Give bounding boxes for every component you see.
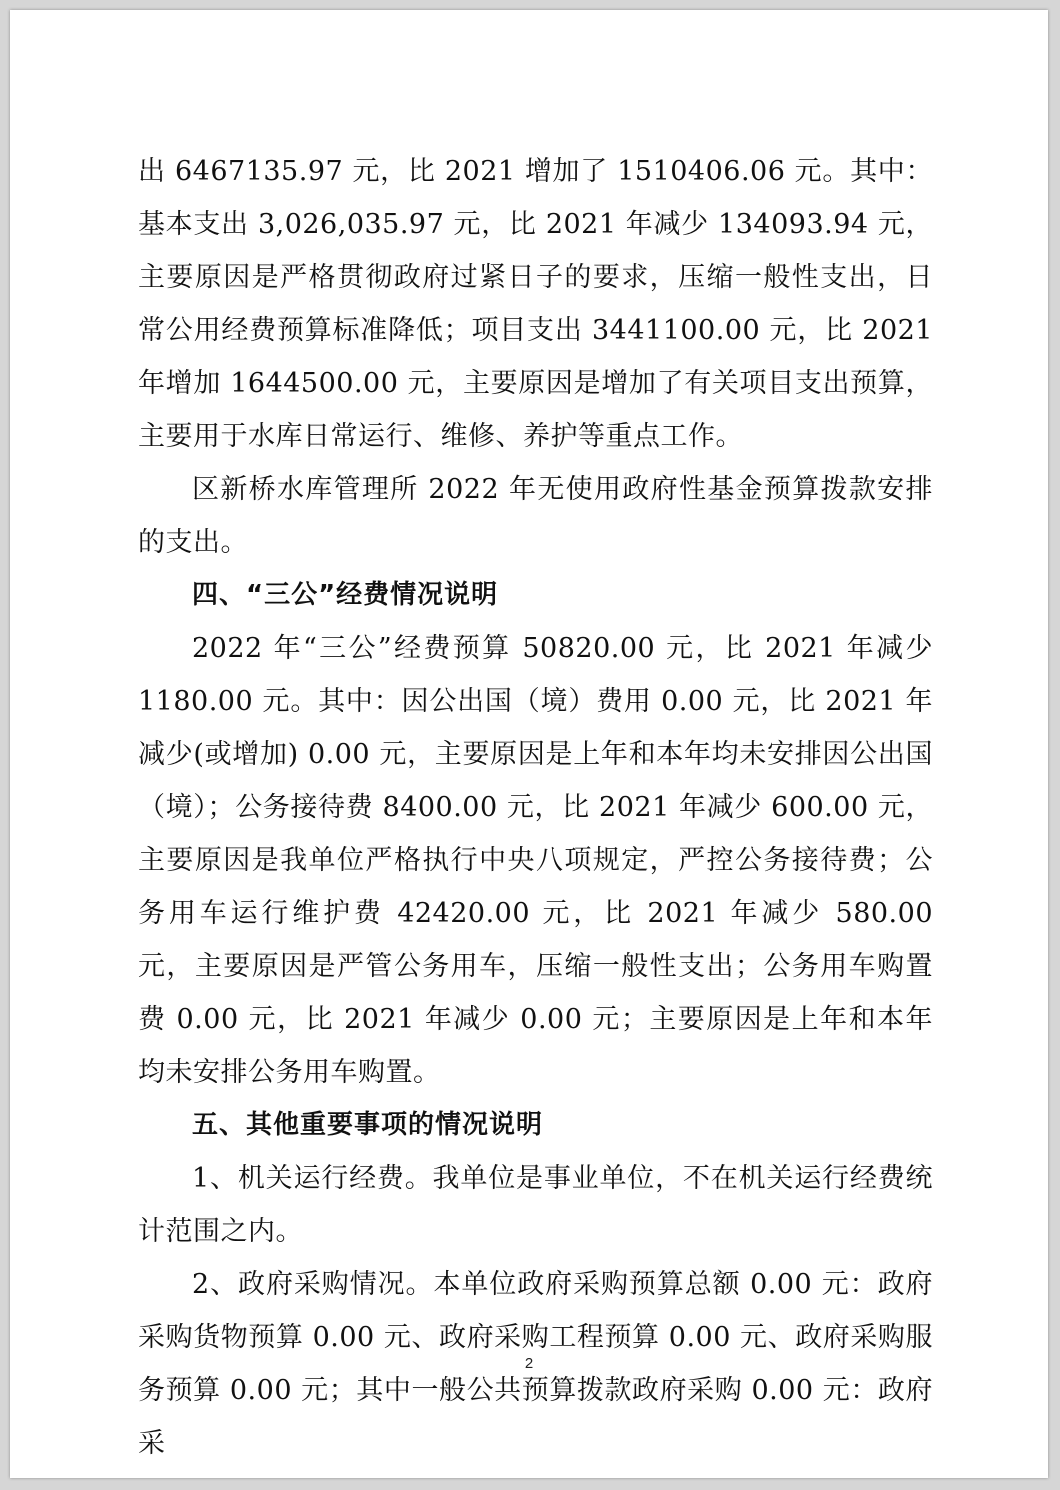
paragraph-government-fund: 区新桥水库管理所 2022 年无使用政府性基金预算拨款安排的支出。: [138, 474, 933, 558]
page-number: 2: [524, 1355, 534, 1372]
paragraph-government-procurement: 2、政府采购情况。本单位政府采购预算总额 0.00 元：政府采购货物预算 0.00 元、政府采购工程预算 0.00 元、政府采购服务预算 0.00 元；其中一般公共预算拨款政府采购 0.00 元：政府采: [138, 1269, 933, 1459]
section-heading-other-matters: 五、其他重要事项的情况说明: [192, 1110, 544, 1140]
paragraph-operating-expenses: 1、机关运行经费。我单位是事业单位，不在机关运行经费统计范围之内。: [138, 1163, 933, 1247]
section-heading-three-public-expenses: 四、“三公”经费情况说明: [192, 580, 499, 610]
page-content: [138, 145, 933, 1470]
document-page: [10, 10, 1048, 1478]
paragraph-basic-expenditure: 出 6467135.97 元，比 2021 增加了 1510406.06 元。其中：基本支出 3,026,035.97 元，比 2021 年减少 134093.94 元，主要原因是严格贯彻政府过紧日子的要求，压缩一般性支出，日常公用经费预算标准降低；项目支出 3441100.00 元，比 2021 年增加 1644500.00 元，主要原因是增加了有关项目支出预算，主要用于水库日常运行、维修、养护等重点工作。: [138, 156, 933, 452]
paragraph-three-public-expenses: 2022 年“三公”经费预算 50820.00 元，比 2021 年减少 1180.00 元。其中：因公出国（境）费用 0.00 元，比 2021 年减少(或增加) 0.00 元，主要原因是上年和本年均未安排因公出国（境）；公务接待费 8400.00 元，比 2021 年减少 600.00 元，主要原因是我单位严格执行中央八项规定，严控公务接待费；公务用车运行维护费 42420.00 元，比 2021 年减少 580.00 元，主要原因是严管公务用车，压缩一般性支出；公务用车购置费 0.00 元，比 2021 年减少 0.00 元；主要原因是上年和本年均未安排公务用车购置。: [138, 633, 933, 1088]
